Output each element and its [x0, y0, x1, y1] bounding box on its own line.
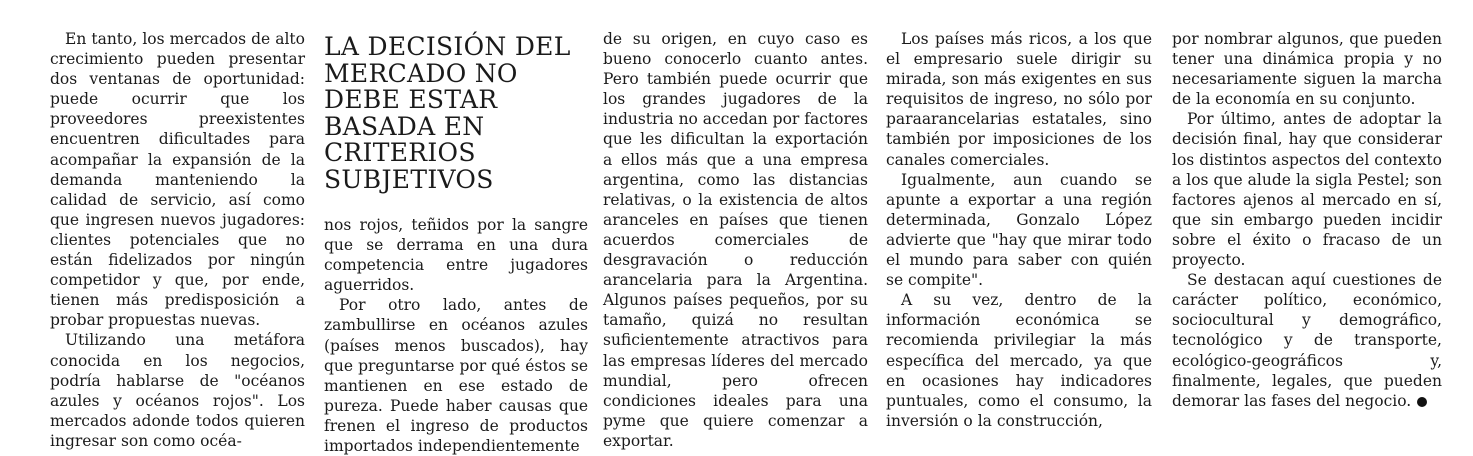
paragraph-continuation: de su origen, en cuyo caso es bueno conocerlo cuanto antes. Pero también puede ocurrir que los grandes jugadores de la industria no accedan por factores que les dificultan la exportación a ellos más que a una empresa argentina, como las distancias relativas, o la existencia de altos aranceles en países que tienen acuerdos comerciales de desgravación o reducción arancelaria para la Argentina. Algunos países pequeños, por su tamaño, quizá no resultan suficientemente atractivos para las empresas líderes del mercado mundial, pero ofrecen condiciones ideales para una pyme que quiere comenzar a exportar.	[603, 30, 868, 450]
paragraph-continuation: nos rojos, teñidos por la sangre que se derrama en una dura competencia entre jugadores aguerridos.	[324, 216, 588, 295]
paragraph-final	[1172, 270, 1442, 411]
article-column-1	[50, 29, 305, 451]
end-of-article-bullet-icon	[1417, 397, 1427, 407]
paragraph: Por otro lado, antes de zambullirse en océanos azules (países menos buscados), hay que preguntarse por qué éstos se mantienen en ese estado de pureza. Puede haber causas que frenen el ingreso de productos importados independientemente	[324, 296, 588, 456]
article-column-2	[324, 29, 588, 456]
paragraph: Utilizando una metáfora conocida en los negocios, podría hablarse de "océanos azules y océanos rojos". Los mercados adonde todos quieren ingresar son como océa-	[50, 331, 305, 450]
paragraph-continuation: por nombrar algunos, que pueden tener una dinámica propia y no necesariamente siguen la marcha de la economía en su conjunto.	[1172, 30, 1442, 109]
paragraph: Igualmente, aun cuando se apunte a exportar a una región determinada, Gonzalo López advierte que "hay que mirar todo el mundo para saber con quién se compite".	[886, 170, 1152, 290]
article-column-4	[886, 29, 1152, 431]
paragraph: A su vez, dentro de la información económica se recomienda privilegiar la más específica del mercado, ya que en ocasiones hay indicadores puntuales, como el consumo, la inversión o la construcción,	[886, 291, 1152, 430]
article-column-3	[603, 29, 868, 451]
final-paragraph-text: Se destacan aquí cuestiones de carácter político, económico, sociocultural y demográfico, tecnológico y de transporte, ecológico-geográficos y, finalmente, legales, que pueden demorar las fases del negocio.	[1172, 271, 1442, 410]
article-column-5	[1172, 29, 1442, 411]
paragraph: Por último, antes de adoptar la decisión final, hay que considerar los distintos aspectos del contexto a los que alude la sigla Pestel; son factores ajenos al mercado en sí, que sin embargo pueden incidir sobre el éxito o fracaso de un proyecto.	[1172, 110, 1442, 270]
pull-quote-headline: LA DECISIÓN DEL MERCADO NO DEBE ESTAR BASADA EN CRITERIOS SUBJETIVOS	[324, 32, 571, 194]
paragraph: Los países más ricos, a los que el empresario suele dirigir su mirada, son más exigentes en sus requisitos de ingreso, no sólo por paraarancelarias estatales, sino también por imposiciones de los canales comerciales.	[886, 30, 1152, 169]
paragraph: En tanto, los mercados de alto crecimiento pueden presentar dos ventanas de oportunidad: puede ocurrir que los proveedores preexistentes encuentren dificultades para acompañar la expansión de la demanda manteniendo la calidad de servicio, así como que ingresen nuevos jugadores: clientes potenciales que no están fidelizados por ningún competidor y que, por ende, tienen más predisposición a probar propuestas nuevas.	[50, 30, 305, 330]
